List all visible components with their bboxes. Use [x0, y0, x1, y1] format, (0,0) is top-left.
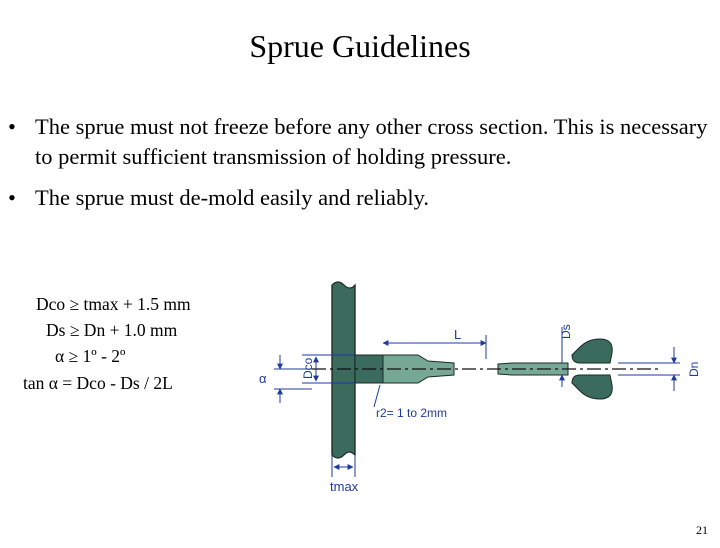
bullet-text: The sprue must de-mold easily and reliably. [35, 185, 430, 210]
formula-alpha: α ≥ 1º - 2º [55, 346, 126, 366]
label-Dn: Dn [687, 361, 701, 377]
page-number: 21 [696, 523, 708, 537]
bullet-marker: • [8, 185, 16, 210]
slide-title: Sprue Guidelines [249, 28, 471, 64]
formula-ds: Ds ≥ Dn + 1.0 mm [46, 320, 178, 340]
bullet-marker: • [8, 114, 16, 139]
bullet-item [8, 183, 708, 213]
label-Ds: Ds [559, 324, 573, 339]
nozzle-body [572, 339, 612, 363]
sprue-diagram [250, 277, 710, 497]
label-r2: r2= 1 to 2mm [376, 406, 448, 420]
label-L: L [454, 327, 462, 342]
label-Dco: Dco [301, 357, 315, 379]
bullet-list [8, 112, 708, 224]
mold-plate [332, 282, 355, 458]
bullet-text: The sprue must not freeze before any other cross section. This is necessary to permit sufficient transmission of holding pressure. [35, 114, 708, 169]
formula-dco: Dco ≥ tmax + 1.5 mm [36, 294, 191, 314]
formula-tan-alpha: tan α = Dco - Ds / 2L [23, 373, 173, 393]
label-alpha: α [259, 371, 267, 386]
label-tmax: tmax [330, 479, 359, 494]
bullet-item [8, 112, 708, 172]
